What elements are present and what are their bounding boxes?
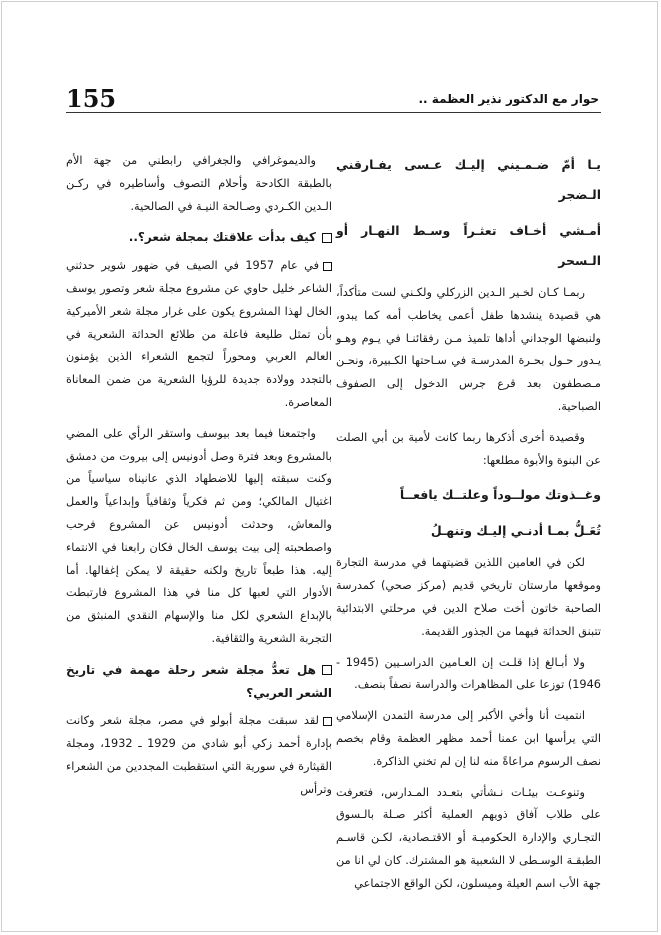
- page-number: 155: [66, 84, 117, 113]
- poem-line: أمـشي أخـاف تعثـراً وسـط النهـار أو الـسحر: [336, 223, 601, 268]
- heading-text: هل تعدُّ مجلة شعر رحلة مهمة في تاريخ الشعر العربي؟: [66, 662, 332, 700]
- square-bullet-icon: [323, 717, 332, 726]
- square-bullet-icon: [322, 665, 332, 675]
- poem-line: وغــذوتك مولــوداً وعلتــك يافعــاً: [399, 487, 601, 503]
- right-column: [336, 150, 601, 904]
- poem-line: تُعَـلُّ بمـا أدنـي إليـك وتنهـلُ: [430, 523, 601, 539]
- square-bullet-icon: [322, 233, 332, 243]
- square-bullet-icon: [323, 262, 332, 271]
- paragraph: [66, 255, 332, 415]
- paragraph: واجتمعنا فيما بعد بيوسف واستقر الرأي على المضي بالمشروع وبعد فترة وصل أدونيس إلى بيروت من دمشق وكنت سبقته إليها للاضطهاد الذي عانيناه سياسياً من اغتيال المالكي؛ ومن ثم فكرياً وثقافياً وإبداعياً والعمل والمعاش، وحدثت أدونيس عن المشروع فرحب واصطحبته إلى بيت يوسف الخال فكان رابعنا في الانتماء إليه. هذا طبعاً تاريخ ولكنه حقيقة لا يمكن إغفالها. أما الأدوار التي لعبها كل منا في هذا المشروع فارتبطت بالإبداع الشعري لكل منا والإسهام النقدي المنبثق من التجربة الشعرية والثقافية.: [66, 426, 332, 645]
- paragraph-text: في عام 1957 في الصيف في ضهور شوير حدثني الشاعر خليل حاوي عن مشروع مجلة شعر وتصور يوسف الخال لهذا المشروع يكون على غرار مجلة شعر الأميركية بأن تمثل طليعة فاعلة من طلائع الحداثة الشعرية في العالم العربي ومحوراً لتجمع الشعراء الذين يؤمنون بالتجدد وولادة جديدة للرؤيا الشعرية من ضمن المعاناة المعاصرة.: [66, 259, 332, 409]
- heading-text: كيف بدأت علاقتك بمجلة شعر؟..: [128, 230, 316, 245]
- left-column: [66, 150, 332, 810]
- paragraph: وتنوعـت بيئـات نـشأتي بتعـدد المـدارس، فتعرفت على طلاب آفاق ذويهم العملية أكثر صـلة بالـسوق التجـاري والإدارة الحكوميـة أو الاقتـصادية، لكـن قاسـم الطبقـة الوسـطى لا الشعبية هو المشترك. كان لي انا من جهة الأب اسم العيلة وميسلون، لكن الواقع الاجتماعي: [336, 785, 601, 890]
- paragraph-text: لقد سبقت مجلة أبولو في مصر، مجلة شعر وكانت بإدارة أحمد زكي أبو شادي من 1929 ـ 1932، ومجلة القيثارة في سورية التي استقطبت المجددين من الشعراء وترأس: [66, 714, 332, 796]
- paragraph: والديموغرافي والجغرافي رابطني من جهة الأم بالطبقة الكادحة وأحلام التصوف وأساطيره في ركـن الـدين الكـردي وصـالحة النيـة في الصالحية.: [66, 154, 332, 213]
- paragraph: ربمـا كـان لخـير الـدين الزركلي ولكـني لست متأكداً، هي قصيدة ينشدها طفل أعمى يخاطب أمه كما يبدو، ولنبضها الوجداني أداها تلميذ مـن رفقائنـا في يـوم وهـو يـدور حـول بحـرة المدرسـة في سـاحتها الكـبيرة، ونحـن مـصطفون بعد قرع جرس الدخول إلى الصفوف الصباحية.: [336, 286, 601, 413]
- question-heading: [66, 659, 332, 705]
- header-rule: [66, 112, 601, 113]
- paragraph: [66, 710, 332, 801]
- page-header: [66, 86, 601, 116]
- poem-line: يـا أمّ ضـمـيني إليـك عـسى يفـارقني الـضجر: [336, 157, 601, 202]
- running-title: حوار مع الدكتور نذير العظمة ..: [418, 92, 599, 106]
- paragraph: ولا أبـالغ إذا قلـت إن العـامين الدراسـيين (1945 - 1946) توزعا على المظاهرات والدراسة نصفاً بنصف.: [336, 655, 601, 692]
- question-heading: [66, 226, 332, 249]
- paragraph: وقصيدة أخرى أذكرها ربما كانت لأمية بن أبي الصلت عن البنوة والأبوة مطلعها:: [336, 430, 601, 467]
- paragraph: لكن في العامين اللذين قضيتهما في مدرسة التجارة وموقعها مارستان تاريخي قديم (مركز صحي) كمدرسة الصاحبة خاتون أخت صلاح الدين في مرحلتي الابتدائية تتبنق الحداثة فيهما من الجذور القديمة.: [336, 556, 601, 638]
- paragraph: انتميت أنا وأخي الأكبر إلى مدرسة التمدن الإسلامي التي يرأسها ابن عمنا أحمد مظهر العظمة وقام بخصم نصف الرسوم مراعاةً منه لنا إن لم تخني الذاكرة.: [336, 709, 601, 768]
